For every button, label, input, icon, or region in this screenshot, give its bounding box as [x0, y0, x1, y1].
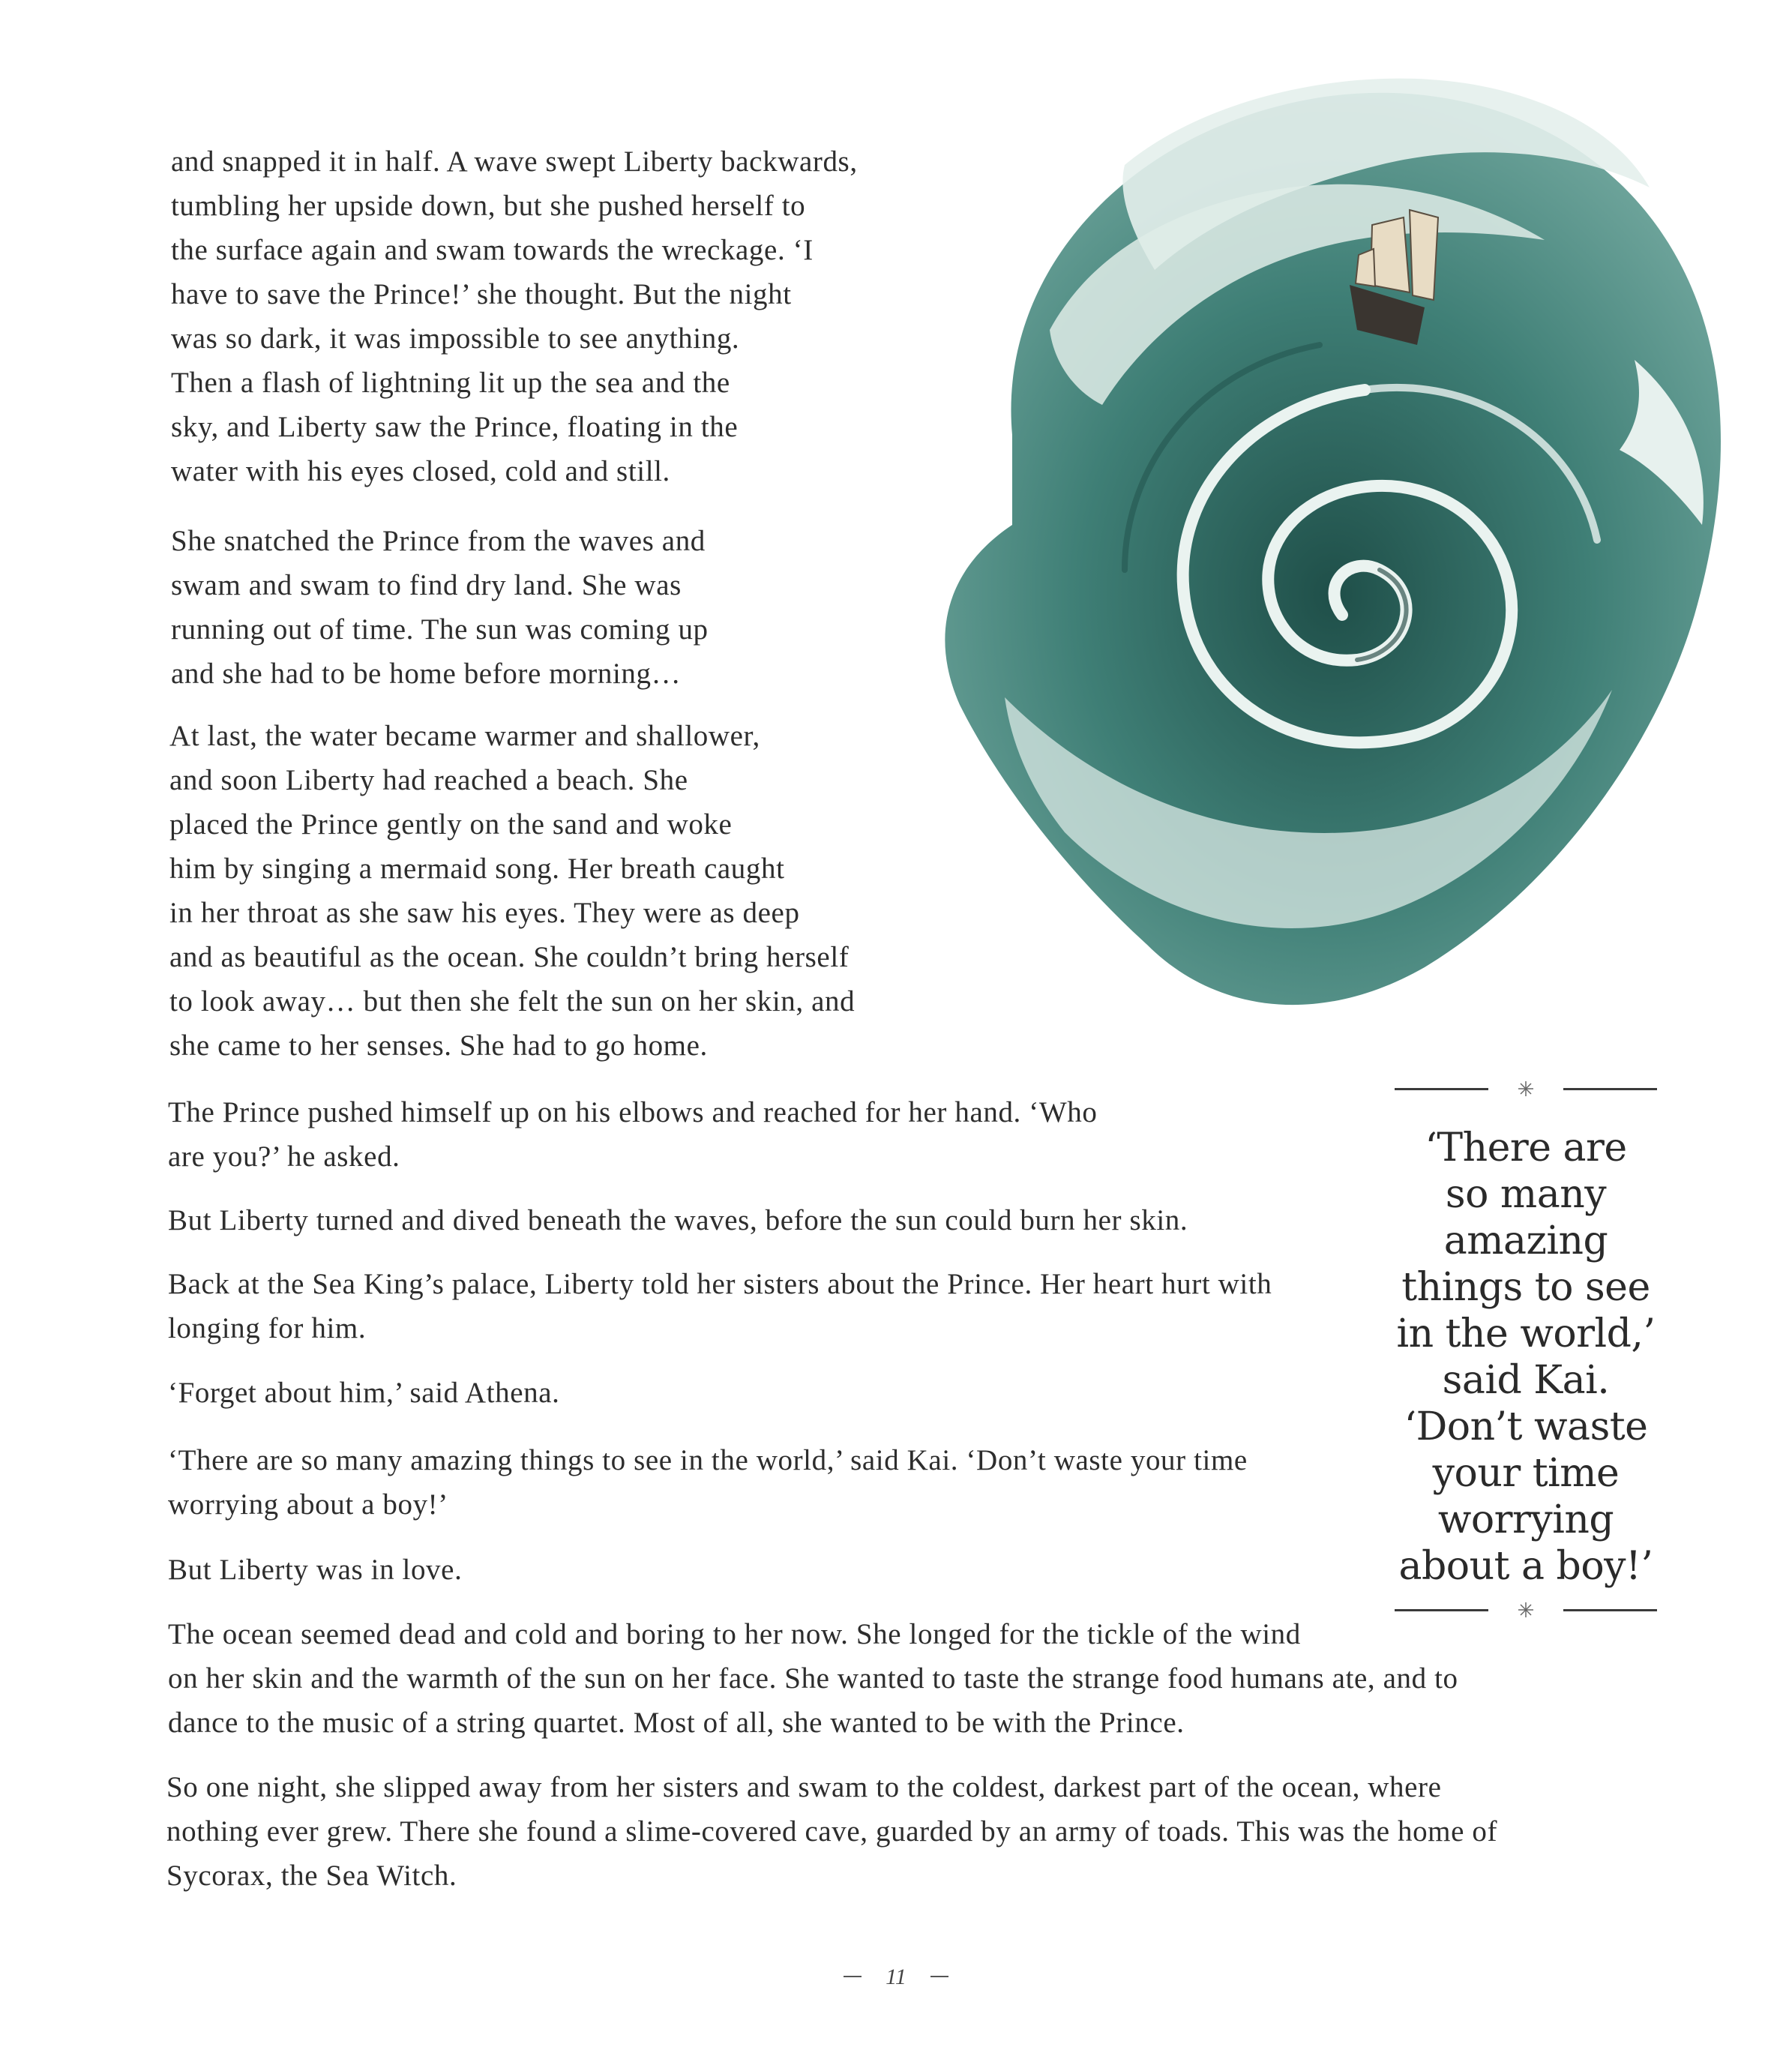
paragraph-6: Back at the Sea King’s palace, Liberty told her sisters about the Prince. Her heart hurt with longing for him.: [168, 1268, 1272, 1344]
pull-quote-top-rule: [1395, 1080, 1657, 1098]
whirlpool-body: [945, 79, 1721, 1005]
paragraph-9: But Liberty was in love.: [168, 1554, 463, 1586]
paragraph-7: ‘Forget about him,’ said Athena.: [168, 1377, 560, 1409]
paragraph-3: At last, the water became warmer and shallower, and soon Liberty had reached a beach. She placed the Prince gently on the sand and woke him by singing a mermaid song. Her breath caught in her throat as she saw his eyes. They were as deep and as beautiful as the ocean. She couldn’t bring herself to look away… but then she felt the sun on her skin, and she came to her senses. She had to go home.: [169, 720, 856, 1062]
paragraph-5: But Liberty turned and dived beneath the waves, before the sun could burn her skin.: [168, 1204, 1188, 1236]
paragraph-11: So one night, she slipped away from her sisters and swam to the coldest, darkest part of the ocean, where nothing ever grew. There she found a slime-covered cave, guarded by an army of toads. This was the home of Sycorax, the Sea Witch.: [166, 1771, 1498, 1892]
whirlpool-illustration: [900, 45, 1785, 1035]
paragraph-2: She snatched the Prince from the waves and swam and swam to find dry land. She was running out of time. The sun was coming up and she had to be home before morning…: [171, 525, 709, 690]
paragraph-10: The ocean seemed dead and cold and boring to her now. She longed for the tickle of the wind on her skin and the warmth of the sun on her face. She wanted to taste the strange food humans ate, and to dance to the music of a string quartet. Most of all, she wanted to be with the Prince.: [168, 1618, 1458, 1739]
star-ornament-icon: [1515, 1601, 1537, 1619]
paragraph-4: The Prince pushed himself up on his elbows and reached for her hand. ‘Who are you?’ he asked.: [168, 1096, 1098, 1173]
star-ornament-icon: [1515, 1080, 1537, 1098]
page-number: 11: [836, 1965, 956, 1987]
paragraph-1: and snapped it in half. A wave swept Liberty backwards, tumbling her upside down, but she pushed herself to the surface again and swam towards the wreckage. ‘I have to save the Prince!’ she thought. But the night was so dark, it was impossible to see anything. Then a flash of lightning lit up the sea and the sky, and Liberty saw the Prince, floating in the water with his eyes closed, cold and still.: [171, 145, 858, 487]
paragraph-8: ‘There are so many amazing things to see in the world,’ said Kai. ‘Don’t waste your time worrying about a boy!’: [168, 1444, 1248, 1521]
pull-quote: [1395, 1080, 1657, 1635]
pull-quote-text: ‘There are so many amazing things to see in the world,’ said Kai. ‘Don’t waste your time worrying about a boy!’: [1396, 1125, 1656, 1589]
pull-quote-bottom-rule: [1395, 1601, 1657, 1619]
